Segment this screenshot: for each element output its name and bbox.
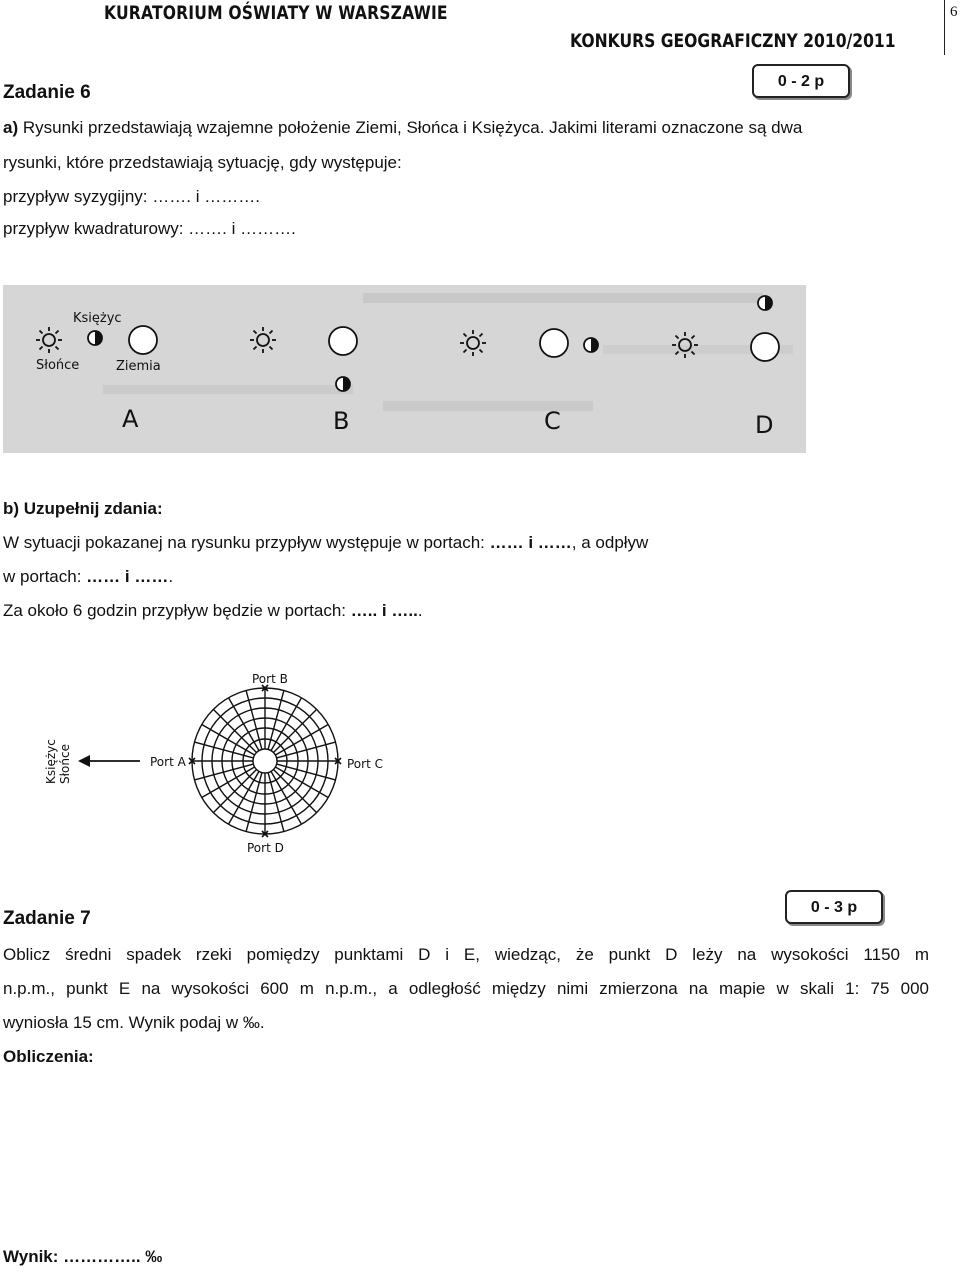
header-left-title: KURATORIUM OŚWIATY W WARSZAWIE: [104, 2, 448, 24]
task7-title: Zadanie 7: [3, 908, 91, 929]
task6-a-label: a): [3, 118, 19, 137]
port-b-label: Port B: [252, 672, 288, 686]
earth-icon-b: [329, 327, 357, 355]
moon-icon-a: [88, 331, 102, 345]
side-label-sun: Słońce: [58, 744, 72, 784]
task6-b-line1: W sytuacji pokazanej na rysunku przypływ występuje w portach: …… i ……, a odpływ: [3, 533, 649, 552]
task6-a-line2: rysunki, które przedstawiają sytuację, gdy występuje:: [3, 153, 402, 172]
task6-title: Zadanie 6: [3, 82, 91, 103]
header-right-title: KONKURS GEOGRAFICZNY 2010/2011: [570, 30, 896, 52]
port-c-label: Port C: [347, 757, 383, 771]
port-a-label: Port A: [150, 755, 186, 769]
sun-earth-moon-figure: [3, 285, 806, 453]
spring-tide-line: przypływ syzygijny: ……. i ……….: [3, 187, 260, 206]
moon-label: Księżyc: [73, 311, 122, 326]
neap-tide-line: przypływ kwadraturowy: ……. i ……….: [3, 219, 296, 238]
task7-line3: wyniosła 15 cm. Wynik podaj w ‰.: [3, 1013, 265, 1032]
task7-line1: Oblicz średni spadek rzeki pomiędzy punktami D i E, wiedząc, że punkt D leży na wysokości 1150 m: [3, 945, 929, 964]
moon-icon-d: [758, 296, 772, 310]
letter-d: D: [755, 411, 774, 439]
letter-a: A: [122, 405, 139, 433]
ports-svg: [40, 668, 420, 864]
moon-icon-c: [584, 338, 598, 352]
task7-score-box: 0 - 3 p: [785, 890, 883, 924]
task6-b-line3: Za około 6 godzin przypływ będzie w portach: ….. i …...: [3, 601, 423, 620]
task6-b-line2: w portach: …… i …….: [3, 567, 174, 586]
earth-icon-a: [129, 326, 157, 354]
calc-label: Obliczenia:: [3, 1047, 94, 1066]
task7-line2: n.p.m., punkt E na wysokości 600 m n.p.m., a odległość między nimi zmierzona na mapie w skali 1: 75 000: [3, 979, 929, 998]
header-divider: [944, 0, 945, 55]
earth-icon-c: [540, 329, 568, 357]
arrow-left-icon: [78, 755, 90, 767]
earth-label: Ziemia: [116, 359, 161, 374]
task6-score-box: 0 - 2 p: [752, 64, 850, 98]
letter-c: C: [544, 407, 561, 435]
grid-circle: [253, 749, 277, 773]
earth-icon-d: [751, 333, 779, 361]
result-label: Wynik: ………….. ‰: [3, 1247, 163, 1266]
task6-a-text: Rysunki przedstawiają wzajemne położenie Ziemi, Słońca i Księżyca. Jakimi literami oznaczone są dwa: [18, 118, 803, 137]
letter-b: B: [333, 407, 350, 435]
sun-icon-c: [460, 330, 486, 356]
side-label-moon: Księżyc: [44, 739, 58, 784]
port-d-label: Port D: [247, 841, 284, 855]
ports-figure: [40, 668, 420, 864]
sun-earth-moon-svg: [3, 285, 806, 453]
sun-label: Słońce: [36, 358, 80, 373]
task6-a-line1: [3, 111, 802, 145]
task6-b-title: b) Uzupełnij zdania:: [3, 499, 163, 518]
moon-icon-b: [336, 377, 350, 391]
sun-icon-a: [36, 327, 62, 353]
polar-grid: [192, 688, 338, 834]
page-number: 6: [950, 4, 958, 20]
sun-icon-b: [250, 327, 276, 353]
